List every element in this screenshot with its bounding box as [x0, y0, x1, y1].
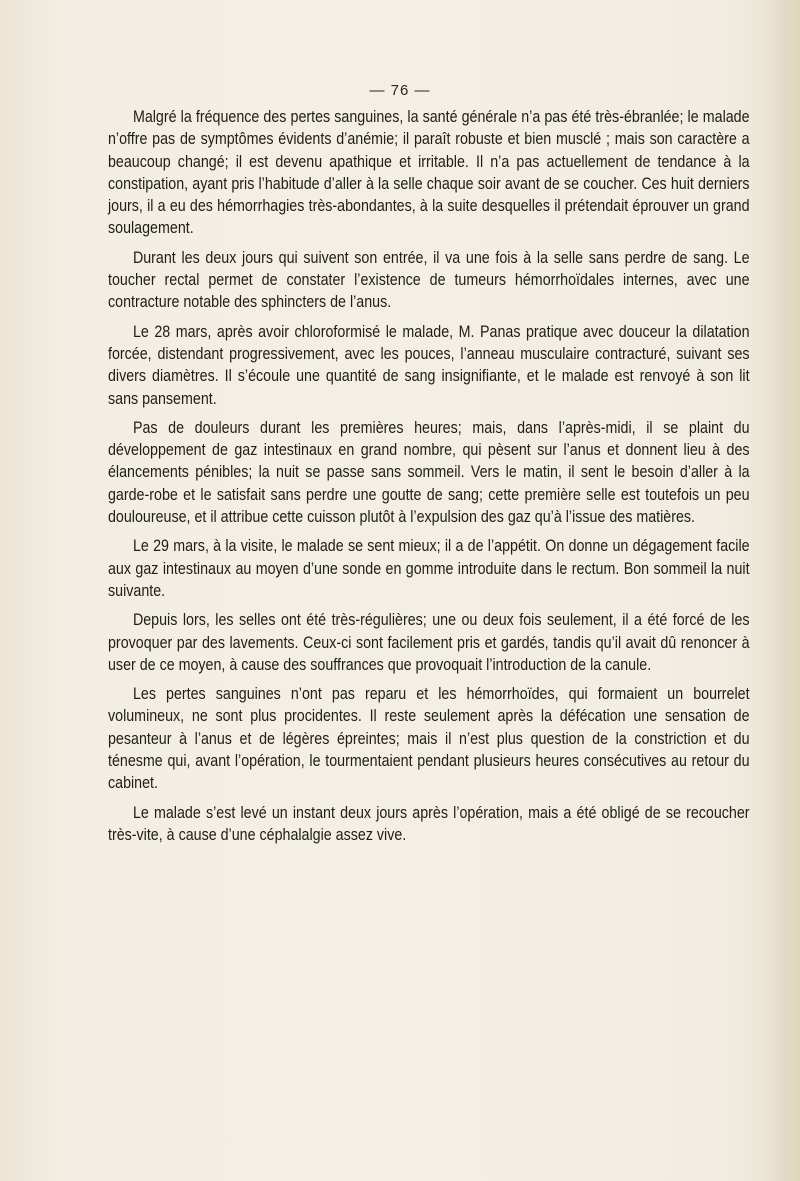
paragraph-6: Depuis lors, les selles ont été très-régulières; une ou deux fois seulement, il a été forcé de les provoquer par des lavements. Ceux-ci sont facilement pris et gardés, tandis qu’il avait dû renoncer à user de ce moyen, à cause des souffrances que provoquait l’introduction de la canule.: [108, 610, 750, 674]
body-text: [108, 106, 750, 853]
paragraph-1: Malgré la fréquence des pertes sanguines, la santé générale n’a pas été très-ébranlée; le malade n’offre pas de symptômes évidents d’anémie; il paraît robuste et bien musclé ; mais son caractère a beaucoup changé; il est devenu apathique et irritable. Il n’a pas actuellement de tendance à la constipation, ayant pris l’habitude d’aller à la selle chaque soir avant de se coucher. Ces huit derniers jours, il a eu des hémorrhagies très-abondantes, à la suite desquelles il prétendait éprouver un grand soulagement.: [108, 107, 750, 238]
paragraph-5: Le 29 mars, à la visite, le malade se sent mieux; il a de l’appétit. On donne un dégagement facile aux gaz intestinaux au moyen d’une sonde en gomme introduite dans le rectum. Bon sommeil la nuit suivante.: [108, 536, 750, 600]
paragraph-7: Les pertes sanguines n’ont pas reparu et les hémorrhoïdes, qui formaient un bourrelet volumineux, ne sont plus procidentes. Il reste seulement après la défécation une sensation de pesanteur à l’anus et de légères épreintes; mais il n’est plus question de la constriction et du ténesme qui, avant l’opération, le tourmentaient pendant plusieurs heures consécutives au retour du cabinet.: [108, 684, 750, 793]
paragraph-8: Le malade s’est levé un instant deux jours après l’opération, mais a été obligé de se recoucher très-vite, à cause d’une céphalalgie assez vive.: [108, 802, 750, 844]
page-number: — 76 —: [369, 82, 431, 99]
paragraph-3: Le 28 mars, après avoir chloroformisé le malade, M. Panas pratique avec douceur la dilatation forcée, distendant progressivement, avec les pouces, l’anneau musculaire contracturé, suivant ses divers diamètres. Il s’écoule une quantité de sang insignifiante, et le malade est renvoyé à son lit sans pansement.: [108, 321, 750, 408]
paragraph-2: Durant les deux jours qui suivent son entrée, il va une fois à la selle sans perdre de sang. Le toucher rectal permet de constater l’existence de tumeurs hémorrhoïdales internes, avec une contracture notable des sphincters de l’anus.: [108, 247, 750, 312]
page-edge-shadow: [764, 0, 800, 1181]
paragraph-4: Pas de douleurs durant les premières heures; mais, dans l’après-midi, il se plaint du développement de gaz intestinaux en grand nombre, qui pèsent sur l’anus et donnent lieu à des élancements pénibles; la nuit se passe sans sommeil. Vers le matin, il sent le besoin d’aller à la garde-robe et le satisfait sans perdre une goutte de sang; cette première selle est toutefois un peu douloureuse, et il attribue cette cuisson plutôt à l’expulsion des gaz qu’à l’issue des matières.: [108, 417, 750, 527]
